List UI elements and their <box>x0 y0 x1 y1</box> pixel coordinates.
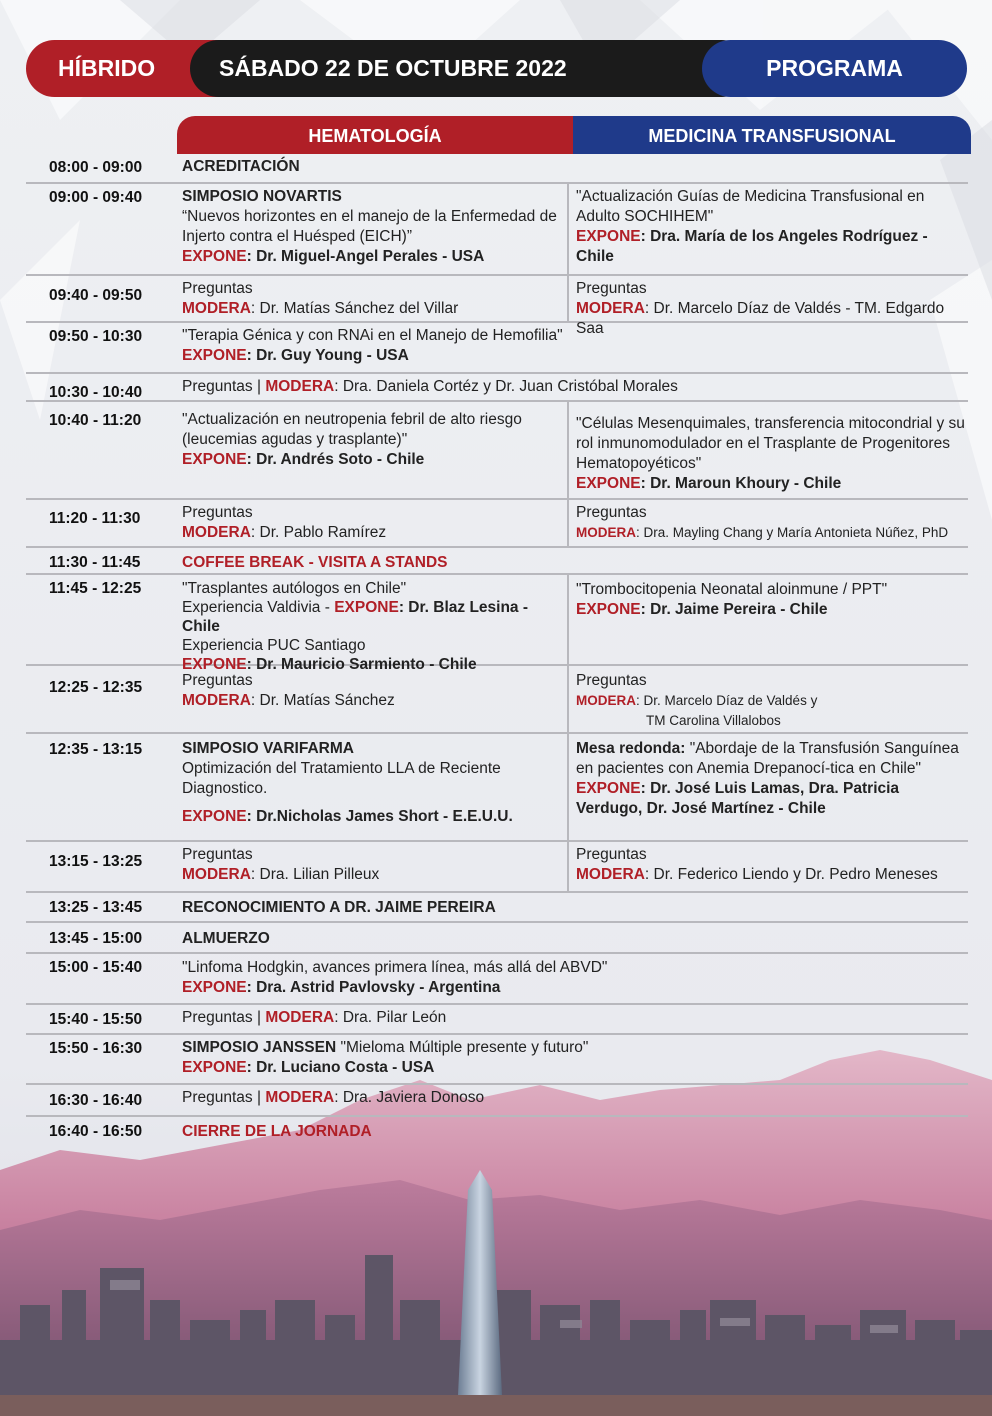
session-speaker <box>576 600 968 620</box>
session-speaker <box>576 227 968 267</box>
row-time: 11:20 - 11:30 <box>49 510 141 527</box>
schedule-row <box>26 1005 968 1035</box>
questions-label: Preguntas | <box>182 1089 266 1106</box>
moderator-line <box>182 865 570 885</box>
hematologia-session <box>182 739 570 827</box>
moderator-name: : Dra. Mayling Chang y María Antonieta Núñez, PhD <box>636 525 949 540</box>
modera-label: MODERA <box>182 866 251 883</box>
row-time: 13:25 - 13:45 <box>49 899 143 916</box>
schedule-row <box>26 1035 968 1085</box>
moderator-name: : Dr. Matías Sánchez del Villar <box>250 300 459 317</box>
moderator-name: : Dra. Pilar León <box>334 1009 447 1026</box>
session-description <box>576 739 968 779</box>
questions-label: Preguntas <box>576 504 647 521</box>
questions-line <box>182 1088 962 1108</box>
speaker-name: : Dr. Maroun Khoury - Chile <box>640 475 842 492</box>
session-speaker <box>182 978 962 998</box>
schedule-row <box>26 402 968 500</box>
session-speaker <box>182 450 570 470</box>
row-time: 11:30 - 11:45 <box>49 554 141 571</box>
session-title: SIMPOSIO JANSSEN <box>182 1039 337 1056</box>
moderator-name: : Dra. Javiera Donoso <box>334 1089 485 1106</box>
moderator-name: : Dra. Daniela Cortéz y Dr. Juan Cristóbal Morales <box>334 378 678 395</box>
hematologia-session <box>182 503 570 543</box>
session-speaker <box>182 1058 962 1078</box>
row-time: 15:00 - 15:40 <box>49 959 143 976</box>
session-title-line <box>182 1038 962 1058</box>
moderator-line <box>182 523 570 543</box>
hematologia-session <box>182 279 570 319</box>
event-date: SÁBADO 22 DE OCTUBRE 2022 <box>190 40 750 97</box>
medicina-session <box>576 671 968 731</box>
questions-label: Preguntas <box>182 280 253 297</box>
schedule-row <box>26 323 968 374</box>
moderator-line <box>576 691 968 711</box>
row-title: ACREDITACIÓN <box>182 158 300 175</box>
speaker-name: : Dr. Mauricio Sarmiento - Chile <box>246 656 477 673</box>
schedule-row <box>26 575 968 673</box>
session-speaker <box>576 779 968 819</box>
row-time: 16:30 - 16:40 <box>49 1092 143 1109</box>
modera-label: MODERA <box>182 524 251 541</box>
row-time: 09:00 - 09:40 <box>49 189 143 206</box>
questions-label: Preguntas <box>182 504 253 521</box>
speaker-name: : Dra. María de los Angeles Rodríguez - Chile <box>576 228 928 265</box>
speaker-name: : Dr. Blaz Lesina - Chile <box>182 599 529 635</box>
schedule-row <box>26 548 968 575</box>
expone-label: EXPONE <box>576 228 641 245</box>
modera-label: MODERA <box>182 300 251 317</box>
moderator-name: : Dr. Marcelo Díaz de Valdés - TM. Edgardo Saa <box>576 300 945 337</box>
tab-medicina-transfusional: MEDICINA TRANSFUSIONAL <box>573 116 971 154</box>
expone-label: EXPONE <box>576 475 641 492</box>
session-description: “Nuevos horizontes en el manejo de la Enfermedad de Injerto contra el Huésped (EICH)” <box>182 208 557 245</box>
experience-label: Experiencia PUC Santiago <box>182 637 366 654</box>
hematologia-session <box>182 187 570 267</box>
session-title: SIMPOSIO NOVARTIS <box>182 188 342 205</box>
tab-hematologia: HEMATOLOGÍA <box>177 116 573 154</box>
moderator-name: : Dr. Pablo Ramírez <box>250 524 387 541</box>
speaker-name: : Dr. Guy Young - USA <box>246 347 409 364</box>
session-description: "Linfoma Hodgkin, avances primera línea, más allá del ABVD" <box>182 959 608 976</box>
session-description: "Terapia Génica y con RNAi en el Manejo de Hemofilia" <box>182 327 563 344</box>
speaker-name: : Dr. Miguel-Angel Perales - USA <box>246 248 485 265</box>
session-title: SIMPOSIO VARIFARMA <box>182 740 354 757</box>
moderator-name: : Dr. Matías Sánchez <box>250 692 395 709</box>
row-time: 08:00 - 09:00 <box>49 159 143 176</box>
questions-label: Preguntas <box>576 280 647 297</box>
speaker-name: : Dra. Astrid Pavlovsky - Argentina <box>246 979 501 996</box>
questions-label: Preguntas <box>182 672 253 689</box>
session-description: "Trombocitopenia Neonatal aloinmune / PPT" <box>576 581 888 598</box>
hematologia-session <box>182 845 570 885</box>
schedule-row <box>26 893 968 923</box>
row-time: 12:35 - 13:15 <box>49 741 143 758</box>
session-description: "Trasplantes autólogos en Chile" <box>182 580 407 597</box>
moderator-line <box>576 865 968 885</box>
modera-label: MODERA <box>576 300 645 317</box>
schedule-row <box>26 1117 968 1147</box>
coffee-break: COFFEE BREAK - VISITA A STANDS <box>182 554 448 571</box>
hybrid-label: HÍBRIDO <box>26 40 226 97</box>
schedule-row <box>26 954 968 1005</box>
questions-label: Preguntas | <box>182 1009 266 1026</box>
hematologia-session <box>182 671 570 711</box>
expone-label: EXPONE <box>182 979 247 996</box>
questions-label: Preguntas <box>576 846 647 863</box>
schedule-row <box>26 1085 968 1117</box>
session-speaker <box>182 807 570 827</box>
session-description-text: "Abordaje de la Transfusión Sanguínea en pacientes con Anemia Drepanocí-tica en Chile" <box>576 740 959 777</box>
session-description: Optimización del Tratamiento LLA de Reciente Diagnostico. <box>182 760 501 797</box>
expone-label: EXPONE <box>182 451 247 468</box>
expone-label: EXPONE <box>182 808 247 825</box>
row-time: 15:50 - 16:30 <box>49 1040 143 1057</box>
expone-label: EXPONE <box>182 347 247 364</box>
session-speaker <box>576 474 968 494</box>
modera-label: MODERA <box>265 378 335 395</box>
questions-label: Preguntas <box>576 672 647 689</box>
plenary-session <box>182 326 962 366</box>
session-speaker <box>182 598 570 636</box>
schedule-row <box>26 500 968 548</box>
moderator-line <box>576 523 968 543</box>
modera-label: MODERA <box>265 1009 335 1026</box>
row-time: 10:40 - 11:20 <box>49 412 142 429</box>
session-description: "Actualización Guías de Medicina Transfusional en Adulto SOCHIHEM" <box>576 188 925 225</box>
moderator-name: : Dra. Lilian Pilleux <box>250 866 380 883</box>
medicina-session <box>576 187 968 267</box>
row-time: 11:45 - 12:25 <box>49 580 142 597</box>
moderator-name: : Dr. Marcelo Díaz de Valdés y <box>636 693 818 708</box>
session-description: "Células Mesenquimales, transferencia mitocondrial y su rol inmunomodulador en el Trasplante de Progenitores Hematopoyéticos" <box>576 415 965 472</box>
closing-session: CIERRE DE LA JORNADA <box>182 1123 372 1140</box>
row-time: 16:40 - 16:50 <box>49 1123 143 1140</box>
hematologia-session <box>182 410 570 470</box>
moderator-name-2: TM Carolina Villalobos <box>646 713 781 728</box>
session-description: "Actualización en neutropenia febril de alto riesgo (leucemias agudas y trasplante)" <box>182 411 522 448</box>
schedule-row <box>26 734 968 842</box>
moderator-name: : Dr. Federico Liendo y Dr. Pedro Meneses <box>644 866 938 883</box>
questions-line <box>182 377 962 397</box>
row-time: 13:15 - 13:25 <box>49 853 143 870</box>
speaker-name: : Dr. Jaime Pereira - Chile <box>640 601 828 618</box>
session-description: "Mieloma Múltiple presente y futuro" <box>336 1039 589 1056</box>
expone-label: EXPONE <box>182 248 247 265</box>
header-bar <box>26 40 967 97</box>
expone-label: EXPONE <box>576 601 641 618</box>
medicina-session <box>576 739 968 819</box>
schedule-row <box>26 666 968 734</box>
medicina-session <box>576 580 968 620</box>
plenary-session <box>182 958 962 998</box>
medicina-session <box>576 845 968 885</box>
row-title: RECONOCIMIENTO A DR. JAIME PEREIRA <box>182 899 496 916</box>
moderator-line <box>182 299 570 319</box>
session-speaker <box>182 346 962 366</box>
questions-label: Preguntas <box>182 846 253 863</box>
speaker-name: : Dr. Andrés Soto - Chile <box>246 451 425 468</box>
row-time: 12:25 - 12:35 <box>49 679 143 696</box>
row-time: 10:30 - 10:40 <box>49 384 143 401</box>
moderator-line <box>182 691 570 711</box>
speaker-name: : Dr.Nicholas James Short - E.E.U.U. <box>246 808 513 825</box>
schedule-row <box>26 374 968 402</box>
modera-label: MODERA <box>182 692 251 709</box>
session-speaker <box>182 247 570 267</box>
schedule-row <box>26 842 968 893</box>
modera-label: MODERA <box>265 1089 335 1106</box>
row-time: 09:40 - 09:50 <box>49 287 143 304</box>
row-title: ALMUERZO <box>182 930 270 947</box>
hematologia-session <box>182 579 570 674</box>
modera-label: MODERA <box>576 866 645 883</box>
expone-label: EXPONE <box>182 656 247 673</box>
medicina-session <box>576 414 968 494</box>
row-time: 13:45 - 15:00 <box>49 930 143 947</box>
mesa-redonda-label: Mesa redonda: <box>576 740 686 757</box>
schedule-row <box>26 184 968 276</box>
schedule-row <box>26 154 968 184</box>
speaker-name: : Dr. Luciano Costa - USA <box>246 1059 435 1076</box>
speaker-name: : Dr. José Luis Lamas, Dra. Patricia Verdugo, Dr. José Martínez - Chile <box>576 780 900 817</box>
questions-label: Preguntas | <box>182 378 266 395</box>
medicina-session <box>576 503 968 543</box>
experience-label: Experiencia Valdivia - <box>182 599 335 616</box>
row-time: 15:40 - 15:50 <box>49 1011 143 1028</box>
plenary-session <box>182 1038 962 1078</box>
expone-label: EXPONE <box>576 780 641 797</box>
modera-label: MODERA <box>576 693 636 708</box>
program-label: PROGRAMA <box>702 40 967 97</box>
schedule-row <box>26 923 968 954</box>
questions-line <box>182 1008 962 1028</box>
row-time: 09:50 - 10:30 <box>49 328 143 345</box>
expone-label: EXPONE <box>334 599 399 616</box>
modera-label: MODERA <box>576 525 636 540</box>
expone-label: EXPONE <box>182 1059 247 1076</box>
